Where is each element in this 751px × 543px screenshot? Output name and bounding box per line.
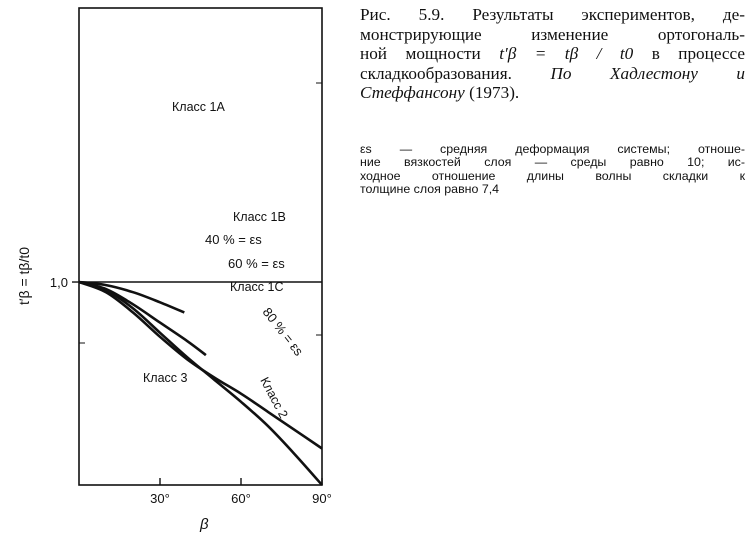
caption-text: ной мощности (360, 44, 481, 64)
region-label-class-1c: Класс 1C (230, 280, 284, 294)
x-tick-label: 30° (150, 491, 170, 506)
ticks-group (50, 275, 332, 506)
y-tick-label: 1,0 (49, 275, 68, 291)
x-tick-label: 60° (231, 491, 251, 506)
caption-year: (1973). (469, 83, 520, 103)
note-line: ние вязкостей слоя — среды равно 10; ис- (360, 155, 745, 170)
note-line: ходное отношение длины волны складки к (360, 168, 745, 183)
series-label-class-1b: Класс 1B (233, 210, 286, 224)
caption-line-2: монстрирующие изменение ортогональ- (360, 24, 745, 44)
series-label-class-2: Класс 2 (257, 374, 291, 421)
caption-line-5 (360, 83, 745, 103)
caption-line-1: Рис. 5.9. Результаты экспериментов, де- (360, 5, 745, 24)
y-axis-label: t′β = tβ/t0 (16, 246, 32, 305)
caption-note (360, 143, 745, 197)
series-label-40: 40 % = εs (205, 232, 262, 247)
figure-caption (360, 5, 745, 103)
x-tick-label: 90° (312, 491, 332, 506)
series-label-60: 60 % = εs (228, 256, 285, 271)
region-label-class-1a: Класс 1A (172, 100, 225, 114)
curves-group (79, 282, 322, 485)
caption-text: в процессе (651, 44, 746, 64)
caption-author: Стеффансону (360, 83, 465, 103)
caption-line-3 (360, 44, 745, 64)
series-line-3 (79, 282, 206, 355)
note-line: εs — средняя деформация системы; отноше- (360, 142, 745, 156)
caption-author: По Хадлестону и (550, 63, 745, 83)
caption-formula: t′β = tβ / t0 (499, 44, 634, 64)
region-label-class-3: Класс 3 (143, 371, 188, 385)
note-line: толщине слоя равно 7,4 (360, 182, 500, 197)
series-label-80: 80 % = εs (259, 304, 307, 359)
x-axis-label: β (200, 516, 209, 533)
caption-line-4 (360, 64, 745, 84)
caption-text: складкообразования. (360, 63, 512, 83)
series-line-4 (79, 282, 322, 449)
series-line-5 (79, 282, 322, 485)
